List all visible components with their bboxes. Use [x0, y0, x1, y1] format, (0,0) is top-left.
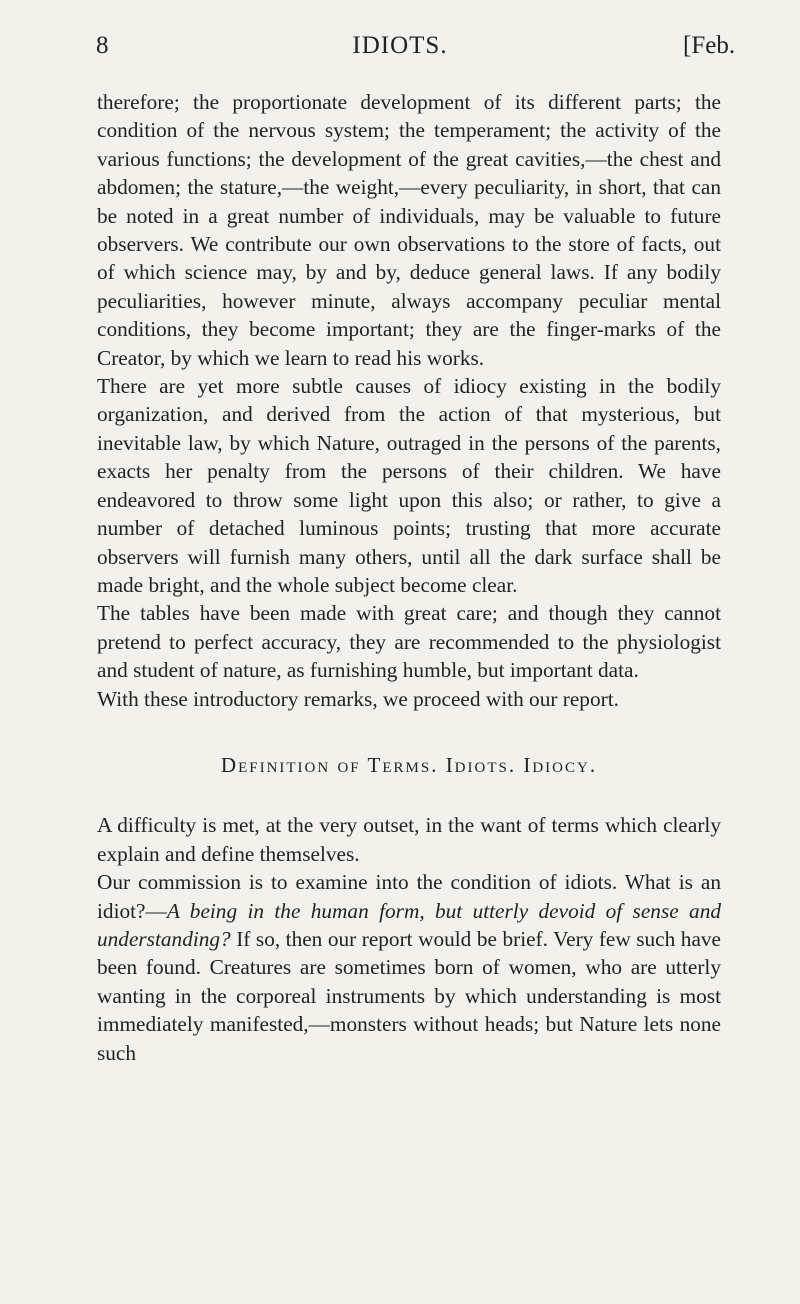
paragraph: A difficulty is met, at the very outset, in the want of terms which clearly explain and define themselves. [97, 813, 721, 866]
section-heading: Definition of Terms. Idiots. Idiocy. [220, 752, 598, 777]
paragraph: The tables have been made with great care; and though they cannot pretend to perfect accuracy, they are recommended to the physiologist and student of nature, as furnishing humble, but important data. [97, 601, 721, 683]
paragraph-text: Our commission is to examine into the condition of idiots. What is an idiot?— [97, 870, 721, 923]
running-date: [Feb. [683, 32, 736, 59]
paragraph: There are yet more subtle causes of idiocy existing in the bodily organization, and derived from the action of that mysterious, but inevitable law, by which Nature, outraged in the persons of the parents, exacts her penalty from the persons of their children. We have endeavored to throw some light upon this also; or rather, to give a number of detached luminous points; trusting that more accurate observers will furnish many others, until all the dark surface shall be made bright, and the whole subject become clear. [97, 374, 721, 597]
paragraph [97, 868, 721, 1067]
paragraph-text: If so, then our report would be brief. Very few such have been found. Creatures are sometimes born of women, who are utterly wanting in the corporeal instruments by which understanding is most immediately manifested,—monsters without heads; but Nature lets none such [97, 926, 721, 1065]
paragraph: therefore; the proportionate development of its different parts; the condition of the nervous system; the temperament; the activity of the various functions; the development of the great cavities,—the chest and abdomen; the stature,—the weight,—every peculiarity, in short, that can be noted in a great number of individuals, may be valuable to future observers. We contribute our own observations to the store of facts, out of which science may, by and by, deduce general laws. If any bodily peculiarities, however minute, always accompany peculiar mental conditions, they become important; they are the finger-marks of the Creator, by which we learn to read his works. [97, 90, 721, 370]
running-head [0, 22, 800, 62]
page-number: 8 [96, 32, 109, 59]
definition-italic: A being in the human form, but utterly devoid of sense and understanding? [97, 898, 721, 951]
running-title: IDIOTS. [352, 32, 448, 59]
paragraph: With these introductory remarks, we proceed with our report. [97, 686, 619, 711]
page-body [97, 88, 721, 1067]
